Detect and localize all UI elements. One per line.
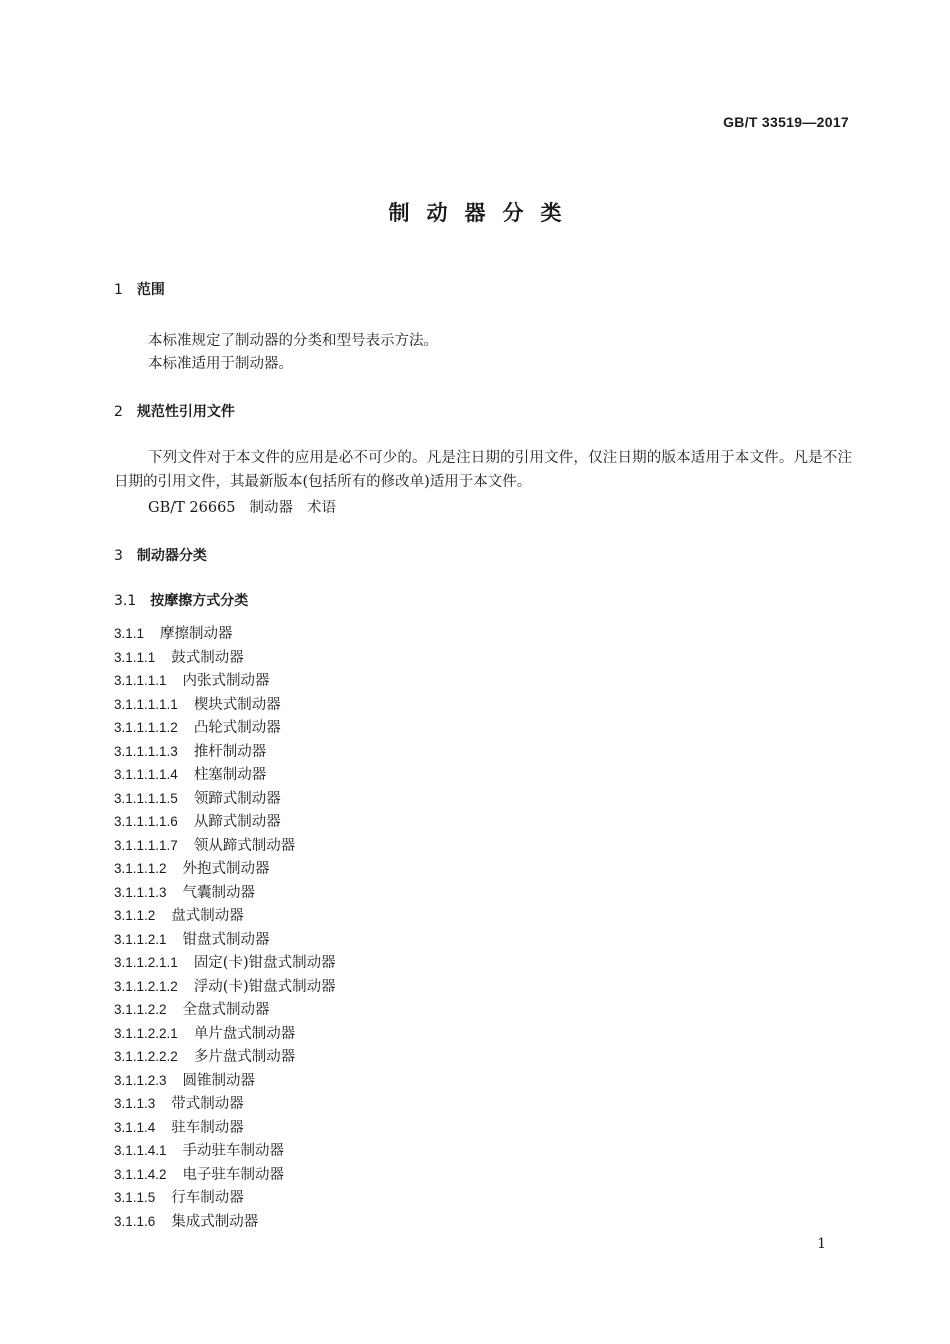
list-item bbox=[114, 740, 336, 764]
item-label: 行车制动器 bbox=[171, 1190, 244, 1206]
item-label: 领蹄式制动器 bbox=[193, 790, 281, 807]
reference-code: GB/T 26665 bbox=[148, 500, 236, 516]
document-title: 制动器分类 bbox=[388, 201, 579, 225]
item-label: 多片盘式制动器 bbox=[193, 1049, 296, 1065]
list-item bbox=[114, 716, 336, 740]
section-title: 规范性引用文件 bbox=[136, 404, 235, 420]
reference-title: 制动器 bbox=[249, 500, 294, 516]
item-number: 3.1.1.4 bbox=[114, 1119, 156, 1135]
list-item bbox=[114, 1069, 336, 1093]
item-label: 电子驻车制动器 bbox=[182, 1166, 285, 1183]
item-label: 手动驻车制动器 bbox=[182, 1143, 285, 1159]
item-label: 柱塞制动器 bbox=[193, 767, 267, 783]
classification-list bbox=[114, 622, 336, 1233]
list-item bbox=[114, 1186, 336, 1210]
section-title: 范围 bbox=[136, 282, 165, 298]
section-title: 按摩擦方式分类 bbox=[150, 593, 249, 609]
subsection-heading-friction bbox=[114, 590, 248, 610]
item-label: 凸轮式制动器 bbox=[193, 720, 281, 736]
list-item bbox=[114, 1022, 336, 1046]
item-number: 3.1.1.2.2 bbox=[114, 1002, 167, 1017]
references-paragraph: 下列文件对于本文件的应用是必不可少的。凡是注日期的引用文件，仅注日期的版本适用于本文件。凡是不注日期的引用文件，其最新版本(包括所有的修改单)适用于本文件。 bbox=[114, 450, 852, 490]
item-label: 盘式制动器 bbox=[171, 908, 244, 924]
section-title: 制动器分类 bbox=[136, 548, 207, 564]
item-number: 3.1.1.3 bbox=[114, 1096, 156, 1111]
list-item bbox=[114, 1092, 336, 1116]
item-number: 3.1.1.4.1 bbox=[114, 1143, 167, 1158]
item-number: 3.1.1.1.3 bbox=[114, 884, 167, 900]
item-label: 单片盘式制动器 bbox=[193, 1025, 296, 1042]
list-item bbox=[114, 810, 336, 834]
list-item bbox=[114, 904, 336, 928]
list-item bbox=[114, 787, 336, 811]
item-label: 楔块式制动器 bbox=[193, 696, 281, 713]
item-number: 3.1.1.1.1.4 bbox=[114, 767, 178, 782]
list-item bbox=[114, 928, 336, 952]
item-number: 3.1.1.1.1.2 bbox=[114, 720, 178, 735]
section-number: 1 bbox=[114, 282, 123, 298]
item-label: 鼓式制动器 bbox=[171, 649, 244, 666]
reference-subtitle: 术语 bbox=[307, 500, 337, 516]
item-number: 3.1.1.2.2.2 bbox=[114, 1049, 178, 1064]
item-number: 3.1.1.2.2.1 bbox=[114, 1025, 178, 1041]
item-label: 推杆制动器 bbox=[193, 743, 267, 760]
item-label: 气囊制动器 bbox=[182, 884, 256, 901]
item-label: 摩擦制动器 bbox=[160, 626, 233, 642]
item-number: 3.1.1.1.1.1 bbox=[114, 696, 178, 712]
item-number: 3.1.1.2.1.2 bbox=[114, 978, 178, 994]
section-heading-normative-references bbox=[114, 401, 235, 421]
list-item bbox=[114, 1210, 336, 1234]
item-label: 外抱式制动器 bbox=[182, 861, 270, 877]
item-label: 浮动(卡)钳盘式制动器 bbox=[193, 978, 336, 995]
item-number: 3.1.1.1.1.5 bbox=[114, 790, 178, 806]
item-label: 圆锥制动器 bbox=[182, 1072, 256, 1089]
item-number: 3.1.1.2.1 bbox=[114, 931, 167, 947]
section-number: 3.1 bbox=[114, 593, 137, 609]
item-number: 3.1.1.1.1 bbox=[114, 673, 167, 688]
list-item bbox=[114, 669, 336, 693]
section-heading-scope bbox=[114, 279, 165, 299]
reference-entry bbox=[148, 496, 350, 517]
item-label: 领从蹄式制动器 bbox=[193, 837, 296, 854]
item-number: 3.1.1.5 bbox=[114, 1190, 156, 1205]
item-number: 3.1.1.1.2 bbox=[114, 861, 167, 876]
item-number: 3.1.1.2.3 bbox=[114, 1072, 167, 1088]
item-label: 内张式制动器 bbox=[182, 673, 270, 689]
item-number: 3.1.1.2 bbox=[114, 908, 156, 923]
list-item bbox=[114, 1139, 336, 1163]
item-number: 3.1.1.4.2 bbox=[114, 1166, 167, 1182]
standard-code: GB/T 33519—2017 bbox=[723, 114, 849, 130]
item-label: 固定(卡)钳盘式制动器 bbox=[193, 955, 336, 971]
list-item bbox=[114, 881, 336, 905]
page-number: 1 bbox=[817, 1236, 826, 1252]
item-number: 3.1.1 bbox=[114, 626, 145, 641]
scope-paragraph-2: 本标准适用于制动器。 bbox=[148, 356, 293, 372]
item-number: 3.1.1.1.1.3 bbox=[114, 743, 178, 759]
list-item bbox=[114, 1045, 336, 1069]
list-item bbox=[114, 646, 336, 670]
item-number: 3.1.1.6 bbox=[114, 1213, 156, 1229]
list-item bbox=[114, 834, 336, 858]
list-item bbox=[114, 622, 336, 646]
scope-paragraph-1: 本标准规定了制动器的分类和型号表示方法。 bbox=[148, 333, 438, 349]
list-item bbox=[114, 1163, 336, 1187]
item-label: 钳盘式制动器 bbox=[182, 931, 270, 948]
item-number: 3.1.1.2.1.1 bbox=[114, 955, 178, 970]
list-item bbox=[114, 693, 336, 717]
item-label: 带式制动器 bbox=[171, 1096, 244, 1112]
item-label: 全盘式制动器 bbox=[182, 1002, 270, 1018]
section-number: 2 bbox=[114, 404, 123, 420]
item-label: 驻车制动器 bbox=[171, 1119, 244, 1136]
item-label: 从蹄式制动器 bbox=[193, 814, 281, 830]
item-number: 3.1.1.1.1.7 bbox=[114, 837, 178, 853]
list-item bbox=[114, 1116, 336, 1140]
item-label: 集成式制动器 bbox=[171, 1213, 259, 1230]
list-item bbox=[114, 857, 336, 881]
item-number: 3.1.1.1.1.6 bbox=[114, 814, 178, 829]
list-item bbox=[114, 951, 336, 975]
section-heading-classification bbox=[114, 545, 207, 565]
section-number: 3 bbox=[114, 548, 123, 564]
list-item bbox=[114, 763, 336, 787]
item-number: 3.1.1.1 bbox=[114, 649, 156, 665]
list-item bbox=[114, 998, 336, 1022]
list-item bbox=[114, 975, 336, 999]
